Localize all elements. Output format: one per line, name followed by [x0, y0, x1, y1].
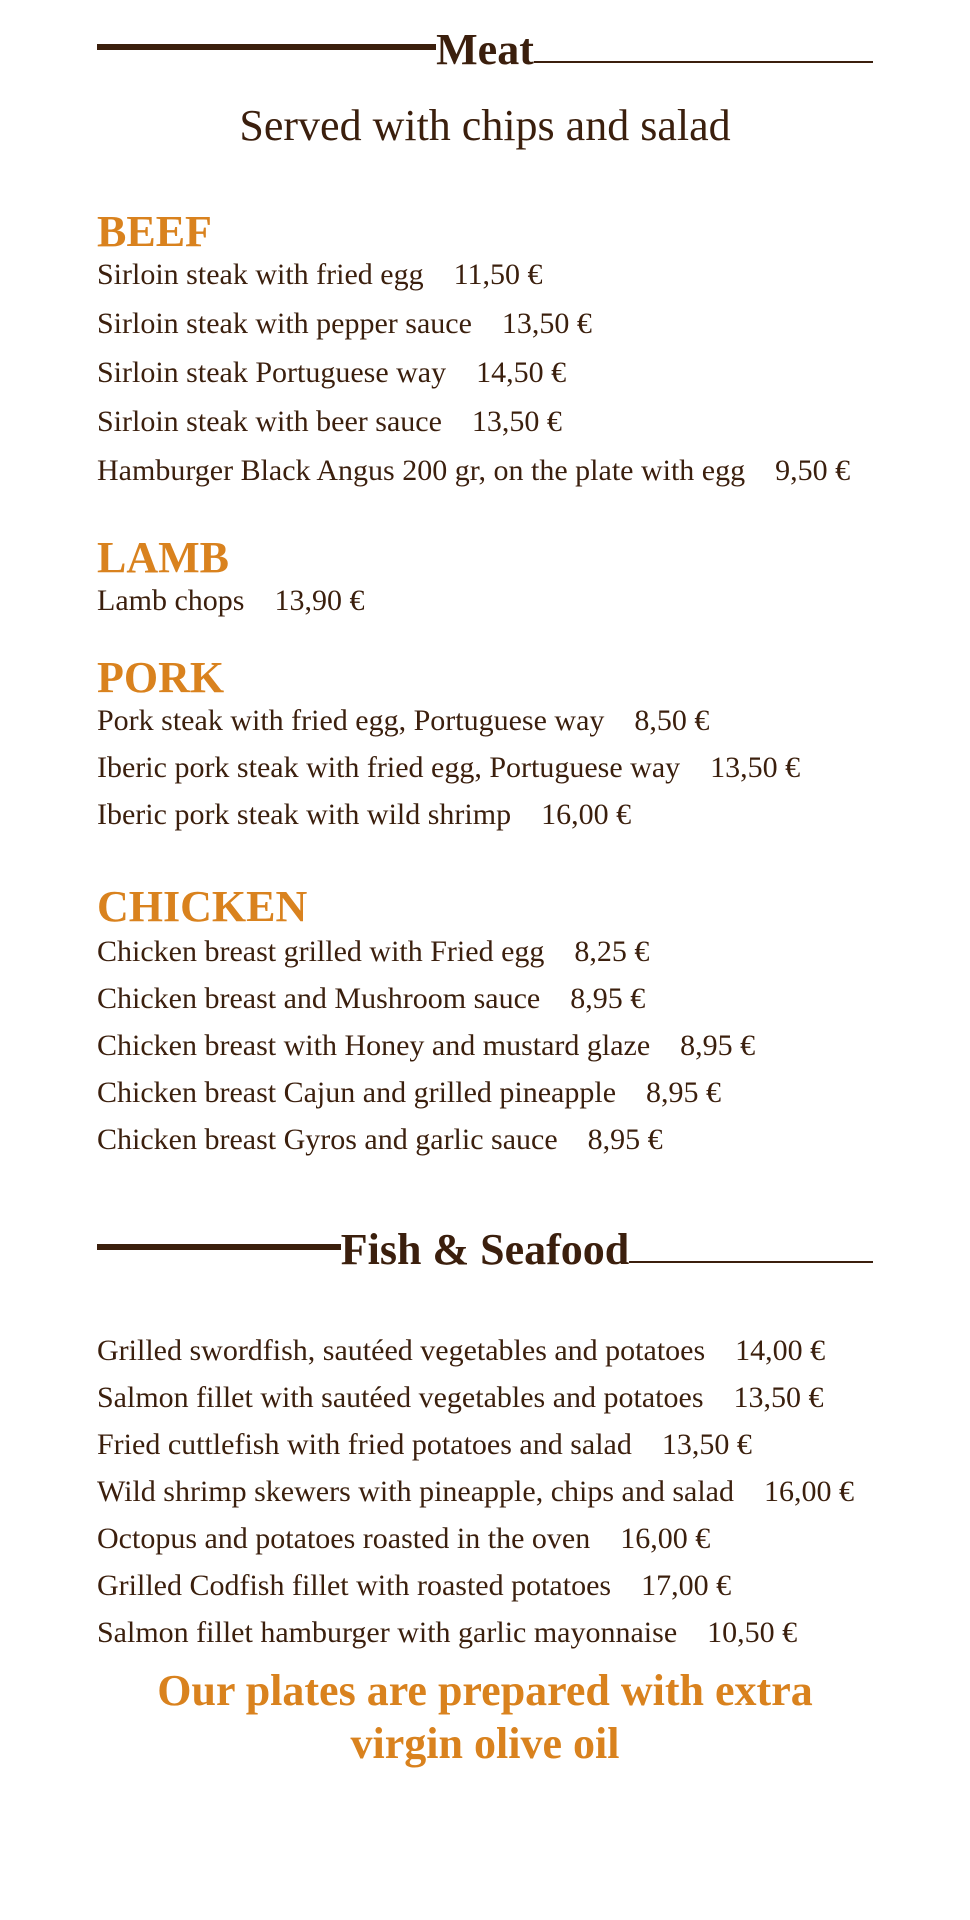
item-name: Fried cuttlefish with fried potatoes and salad [97, 1428, 632, 1461]
menu-item [97, 1125, 873, 1155]
item-name: Chicken breast and Mushroom sauce [97, 982, 541, 1015]
item-name: Chicken breast grilled with Fried egg [97, 935, 545, 968]
item-price: 8,25 € [574, 935, 650, 968]
meat-section-title: Meat [436, 25, 534, 74]
item-price: 16,00 € [764, 1475, 854, 1508]
item-name: Iberic pork steak with fried egg, Portuguese way [97, 751, 681, 784]
item-name: Grilled Codfish fillet with roasted potatoes [97, 1569, 612, 1602]
item-name: Wild shrimp skewers with pineapple, chips and salad [97, 1475, 734, 1508]
item-price: 17,00 € [641, 1569, 732, 1602]
item-name: Sirloin steak with pepper sauce [97, 307, 472, 340]
item-price: 8,95 € [680, 1029, 756, 1062]
menu-item [97, 1078, 873, 1108]
item-name: Hamburger Black Angus 200 gr, on the plate with egg [97, 454, 746, 487]
menu-item [97, 1477, 873, 1507]
menu-item [97, 260, 873, 290]
header-rule-left [97, 44, 436, 50]
item-price: 8,50 € [634, 704, 710, 737]
item-name: Sirloin steak with beer sauce [97, 405, 442, 438]
menu-item [97, 984, 873, 1014]
menu-item [97, 586, 873, 616]
menu-item [97, 456, 873, 486]
item-price: 8,95 € [646, 1076, 722, 1109]
menu-item [97, 1571, 873, 1601]
menu-item [97, 800, 873, 830]
menu-item [97, 407, 873, 437]
item-name: Lamb chops [97, 584, 245, 617]
item-price: 13,50 € [661, 1428, 752, 1461]
menu-item [97, 1031, 873, 1061]
menu-item [97, 1336, 873, 1366]
meat-subtitle: Served with chips and salad [239, 101, 731, 150]
fish-section-title: Fish & Seafood [340, 1225, 630, 1274]
item-price: 13,50 € [471, 405, 562, 438]
menu-item [97, 937, 873, 967]
item-price: 13,50 € [710, 751, 801, 784]
menu-item [97, 706, 873, 736]
olive-oil-note-line-1: Our plates are prepared with extra [157, 1666, 813, 1715]
menu-item [97, 753, 873, 783]
item-price: 9,50 € [775, 454, 851, 487]
item-price: 13,90 € [274, 584, 365, 617]
item-name: Chicken breast with Honey and mustard glaze [97, 1029, 651, 1062]
menu-item [97, 1524, 873, 1554]
header-rule-left [97, 1244, 341, 1250]
olive-oil-note [97, 1664, 873, 1770]
item-price: 16,00 € [620, 1522, 711, 1555]
category-pork: PORK [97, 653, 225, 702]
item-name: Salmon fillet hamburger with garlic mayonnaise [97, 1616, 678, 1649]
header-rule-right [534, 61, 873, 63]
menu-item [97, 1383, 873, 1413]
item-name: Sirloin steak Portuguese way [97, 356, 447, 389]
item-name: Chicken breast Gyros and garlic sauce [97, 1123, 558, 1156]
menu-item [97, 358, 873, 388]
item-name: Iberic pork steak with wild shrimp [97, 798, 512, 831]
item-name: Sirloin steak with fried egg [97, 258, 424, 291]
item-price: 8,95 € [570, 982, 646, 1015]
olive-oil-note-line-2: virgin olive oil [350, 1719, 620, 1768]
category-beef: BEEF [97, 207, 212, 256]
item-name: Grilled swordfish, sautéed vegetables and potatoes [97, 1334, 706, 1367]
item-name: Salmon fillet with sautéed vegetables and potatoes [97, 1381, 704, 1414]
item-name: Pork steak with fried egg, Portuguese way [97, 704, 605, 737]
fish-section-header [97, 1200, 873, 1274]
item-price: 14,50 € [476, 356, 567, 389]
menu-item [97, 1430, 873, 1460]
category-chicken: CHICKEN [97, 882, 308, 931]
item-name: Octopus and potatoes roasted in the oven [97, 1522, 591, 1555]
item-price: 16,00 € [541, 798, 632, 831]
category-lamb: LAMB [97, 533, 229, 582]
menu-item [97, 309, 873, 339]
item-price: 14,00 € [735, 1334, 826, 1367]
menu-item [97, 1618, 873, 1648]
item-price: 13,50 € [733, 1381, 824, 1414]
item-name: Chicken breast Cajun and grilled pineapple [97, 1076, 617, 1109]
item-price: 10,50 € [707, 1616, 798, 1649]
item-price: 13,50 € [501, 307, 592, 340]
meat-section-header [97, 0, 873, 74]
item-price: 8,95 € [587, 1123, 663, 1156]
header-rule-right [629, 1261, 873, 1263]
item-price: 11,50 € [453, 258, 543, 291]
